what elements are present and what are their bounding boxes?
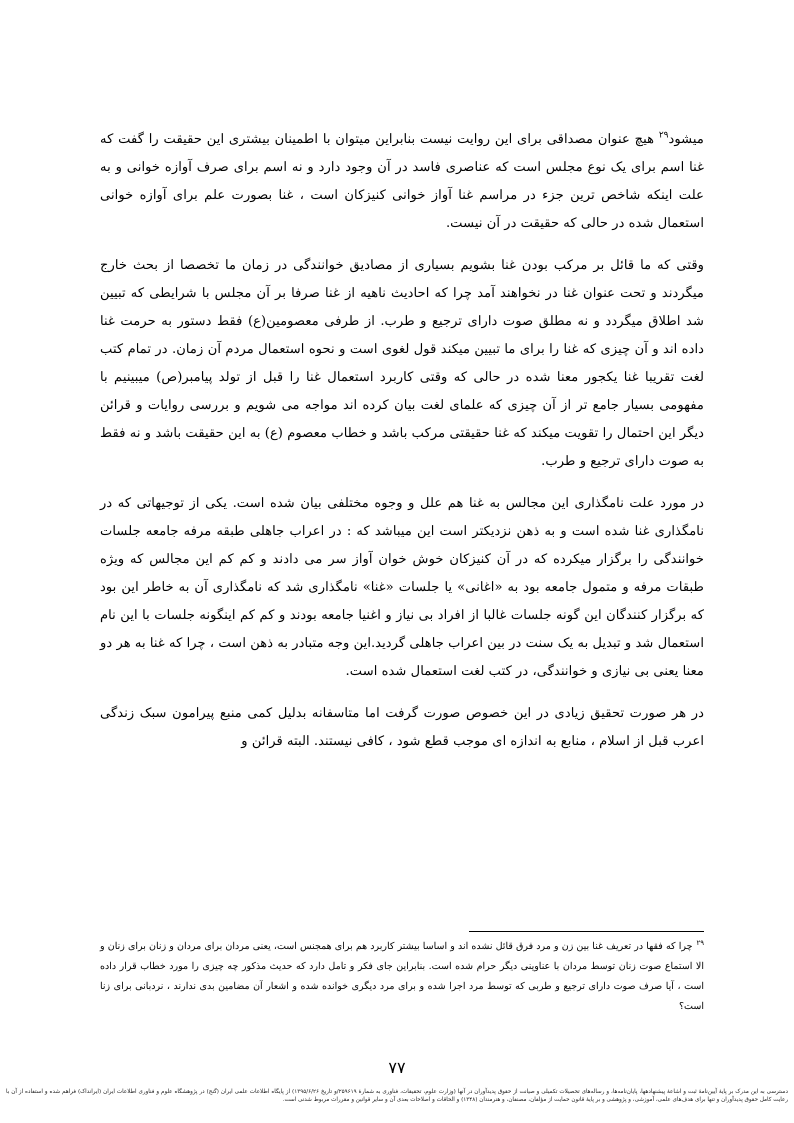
main-text [100,126,704,770]
access-notice: دسترسی به این مدرک بر پایهٔ آیین‌نامهٔ ثبت و اشاعهٔ پیشنهادهها، پایان‌نامه‌ها، و رساله‌های تحصیلات تکمیلی و صیانت از حقوق پدیدآوران در آنها (وزارت علوم، تحقیقات، فناوری به شمارهٔ ۲۵۹۶۱۹/و تاریخ ۱۳۹۵/۶/۲۶) از پایگاه اطلاعات علمی ایران (گنج) در پژوهشگاه علوم و فناوری اطلاعات ایران (ایرانداک) فراهم شده و استفاده از آن با رعایت کامل حقوق پدیدآوران و تنها برای هدف‌های علمی، آموزشی، و پژوهشی و بر پایهٔ قانون حمایت از مؤلفان، مصنفان، و هنرمندان (۱۳۴۸) و الحاقات و اصلاحات بعدی آن و سایر قوانین و مقررات مربوط شدنی است. [6,1089,788,1103]
paragraph-3: در مورد علت نامگذاری این مجالس به غنا هم علل و وجوه مختلفی بیان شده است. یکی از توجیهاتی که در نامگذاری غنا شده است و به ذهن نزدیکتر است این میباشد که : در اعراب جاهلی طبقه مرفه جامعه جلسات خوانندگی را برگزار میکرده که در آن کنیزکان خوش خوان آواز سر می دادند و کم کم این مجالس که ویژه طبقات مرفه و متمول جامعه بود به «اغانی» یا جلسات «غنا» نامگذاری شد که نامگذاری آن به خاطر این بود که برگزار کنندگان این گونه جلسات غالبا از افراد بی نیاز و اغنیا جامعه بودند و کم کم اینگونه جلسات با این نام استعمال شد و تبدیل به یک سنت در بین اعراب جاهلی گردید.این وجه متبادر به ذهن است ، چرا که غنا به هر دو معنا یعنی بی نیازی و خوانندگی، در کتب لغت استعمال شده است. [100,496,704,679]
paragraph-1-text: هیچ عنوان مصداقی برای این روایت نیست بنابراین میتوان با اطمینان بیشتری این حقیقت را گفت که غنا اسم برای یک نوع مجلس است که عناصری فاسد در آن وجود دارد و نه اسم برای صرف آوازه خوانی و به علت اینکه شاخص ترین جزء در مراسم غنا آواز خوانی کنیزکان است ، غنا بصورت علم برای آوازه خوانی استعمال شده در حالی که حقیقت در آن نیست. [100,132,704,231]
paragraph-1-lead: میشود [668,132,704,147]
footnote-reference[interactable]: ۲۹ [658,130,669,141]
footnote [100,937,704,1017]
footnote-separator [469,931,704,932]
paragraph-4: در هر صورت تحقیق زیادی در این خصوص صورت گرفت اما متاسفانه بدلیل کمی منبع پیرامون سبک زندگی اعرب قبل از اسلام ، منابع به اندازه ای موجب قطع شود ، کافی نیستند. البته قرائن و [100,706,704,749]
page-number: ۷۷ [388,1058,406,1077]
paragraph-2: وقتی که ما قائل بر مرکب بودن غنا بشویم بسیاری از مصادیق خوانندگی در زمان ما تخصصا از بحث خارج میگردند و تحت عنوان غنا در نخواهند آمد چرا که احادیث ناهیه از غنا صرفا بر آن مجلس با شرایطی که تبیین شد اطلاق میگردد و نه مطلق صوت دارای ترجیع و طرب. از طرفی معصومین(ع) فقط دستور به حرمت غنا داده اند و آن چیزی که غنا را برای ما تبیین میکند قول لغوی است و نحوه استعمال مردم آن زمان. در تمام کتب لغت تقریبا غنا یکجور معنا شده در حالی که وقتی کاربرد استعمال غنا را قبل از تولد پیامبر(ص) میبینیم با مفهومی بسیار جامع تر از آن چیزی که علمای لغت بیان کرده اند مواجه می شویم و بررسی روایات و قرائن دیگر این احتمال را تقویت میکند که غنا حقیقتی مرکب باشد و خطاب معصوم (ع) به این حقیقت باشد و نه فقط به صوت دارای ترجیع و طرب. [100,258,704,469]
paragraph-1 [100,126,704,238]
footnote-number: ۲۹ [696,938,704,947]
footnote-text: چرا که فقها در تعریف غنا بین زن و مرد فرق قائل نشده اند و اساسا بیشتر کاربرد هم برای همجنس است، یعنی مردان برای مردان و زنان برای زنان و الا استماع صوت زنان توسط مردان با عناوینی دیگر حرام شده است. بنابراین جای فکر و تامل دارد که حدیث مذکور چه چیزی را مورد خطاب قرار داده است ، آیا صرف صوت دارای ترجیع و طربی که توسط مرد اجرا شده و برای مرد دیگری خوانده شده و اشعار آن مضامین بدی ندارند ، نردبانی برای زنا است؟ [100,941,704,1012]
